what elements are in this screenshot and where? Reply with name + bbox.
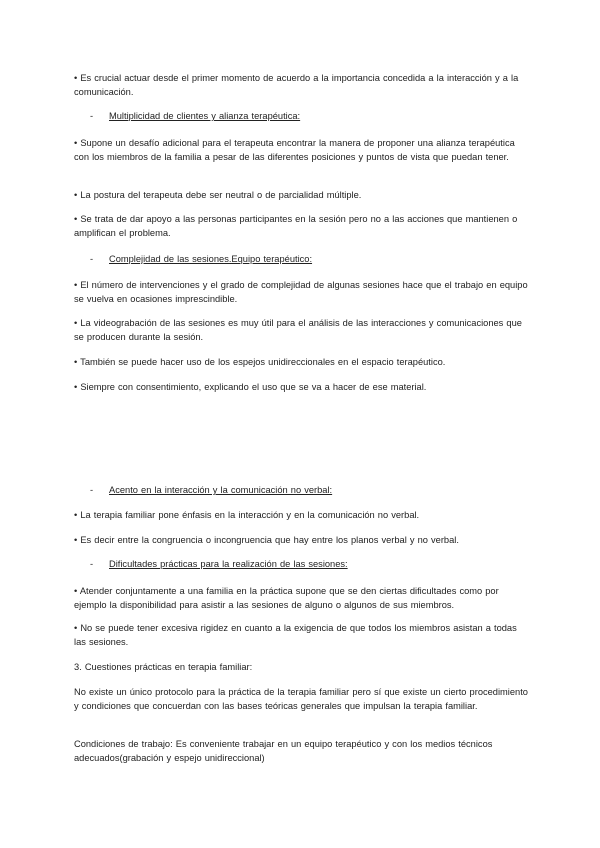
paragraph-importance-interaction: • Es crucial actuar desde el primer momento de acuerdo a la importancia concedida a la interacción y a la comunicación. bbox=[74, 73, 519, 97]
heading-dash: - bbox=[90, 485, 94, 495]
heading-complejidad bbox=[90, 253, 312, 266]
heading-dash: - bbox=[90, 111, 94, 121]
heading-multiplicidad bbox=[90, 110, 300, 123]
paragraph-atender: • Atender conjuntamente a una familia en la práctica supone que se den ciertas dificultades como por ejemplo la disponibilidad para asistir a las sesiones de alguno o algunos de sus miembros. bbox=[74, 586, 499, 610]
paragraph-postura: • La postura del terapeuta debe ser neutral o de parcialidad múltiple. bbox=[74, 190, 362, 200]
heading-acento bbox=[90, 484, 332, 497]
heading-dificultades bbox=[90, 558, 348, 571]
heading-title: Complejidad de las sesiones.Equipo terapéutico: bbox=[109, 254, 313, 264]
paragraph-videograbacion: • La videograbación de las sesiones es muy útil para el análisis de las interacciones y comunicaciones que se producen durante la sesión. bbox=[74, 318, 522, 342]
heading-title: Acento en la interacción y la comunicación no verbal: bbox=[109, 485, 333, 495]
paragraph-apoyo: • Se trata de dar apoyo a las personas participantes en la sesión pero no a las acciones que mantienen o amplifican el problema. bbox=[74, 214, 518, 238]
paragraph-consentimiento: • Siempre con consentimiento, explicando el uso que se va a hacer de ese material. bbox=[74, 382, 427, 392]
paragraph-intervenciones: • El número de intervenciones y el grado de complejidad de algunas sesiones hace que el trabajo en equipo se vuelva en ocasiones imprescindible. bbox=[74, 280, 528, 304]
paragraph-protocolo: No existe un único protocolo para la práctica de la terapia familiar pero sí que existe un cierto procedimiento y condiciones que concuerdan con las bases teóricas generales que impulsan la terapia familiar. bbox=[74, 687, 528, 711]
paragraph-rigidez: • No se puede tener excesiva rigidez en cuanto a la exigencia de que todos los miembros asistan a todas las sesiones. bbox=[74, 623, 517, 647]
heading-title: Dificultades prácticas para la realización de las sesiones: bbox=[109, 559, 348, 569]
heading-title: Multiplicidad de clientes y alianza terapéutica: bbox=[109, 111, 301, 121]
paragraph-congruencia: • Es decir entre la congruencia o incongruencia que hay entre los planos verbal y no verbal. bbox=[74, 535, 459, 545]
paragraph-enfasis: • La terapia familiar pone énfasis en la interacción y en la comunicación no verbal. bbox=[74, 510, 420, 520]
heading-dash: - bbox=[90, 559, 94, 569]
paragraph-desafio: • Supone un desafío adicional para el terapeuta encontrar la manera de proponer una alianza terapéutica con los miembros de la familia a pesar de las diferentes posiciones y puntos de vista que puedan tener. bbox=[74, 138, 515, 162]
heading-dash: - bbox=[90, 254, 94, 264]
paragraph-espejos: • También se puede hacer uso de los espejos unidireccionales en el espacio terapéutico. bbox=[74, 357, 446, 367]
paragraph-condiciones: Condiciones de trabajo: Es conveniente trabajar en un equipo terapéutico y con los medios técnicos adecuados(grabación y espejo unidireccional) bbox=[74, 739, 493, 763]
section-heading-cuestiones: 3. Cuestiones prácticas en terapia familiar: bbox=[74, 662, 253, 672]
